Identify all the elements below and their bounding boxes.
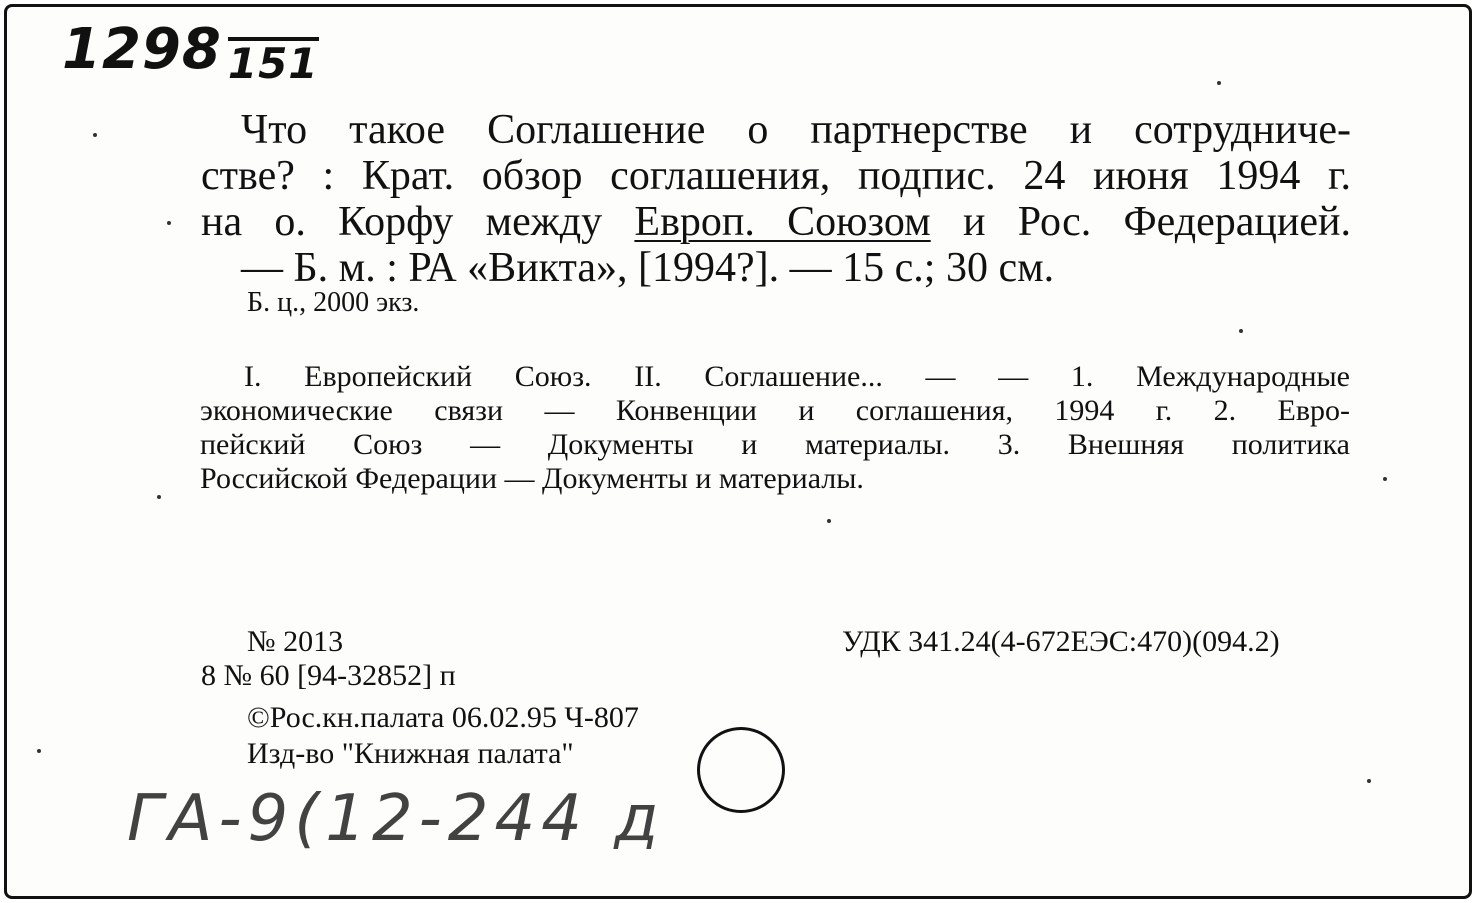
speck (1217, 81, 1221, 85)
shelf-number-main: 1298 (62, 17, 222, 82)
speck (1239, 329, 1243, 333)
udk-code: УДК 341.24(4-672ЕЭС:470)(094.2) (842, 625, 1280, 658)
subject-line-1: I. Европейский Союз. II. Соглашение... — — 1. Международные (244, 360, 1350, 393)
entry-line-3 (201, 199, 1351, 245)
registration-number: 8 № 60 [94-32852] п (201, 659, 456, 692)
shelf-number-sub: 151 (227, 39, 319, 88)
bibliographic-entry (201, 107, 1351, 291)
price-and-print-run: Б. ц., 2000 экз. (247, 287, 420, 318)
entry-line-2: стве? : Крат. обзор соглашения, подпис. 24 июня 1994 г. (201, 153, 1351, 199)
publisher-line: Изд-во "Книжная палата" (247, 737, 574, 770)
entry-line-1: Что такое Соглашение о партнерстве и сотрудниче- (241, 107, 1351, 153)
speck (37, 749, 41, 753)
speck (827, 519, 831, 523)
speck (1367, 779, 1371, 783)
handwritten-code: ГА-9(12-244 д (127, 782, 665, 856)
speck (157, 495, 161, 499)
entry-line-3a: на о. Корфу между (201, 199, 635, 245)
card-number: № 2013 (247, 625, 344, 658)
entry-underlined-phrase: Европ. Союзом (634, 199, 931, 245)
stamp-circle (697, 727, 785, 813)
catalog-card (4, 4, 1472, 899)
subject-headings (200, 360, 1350, 496)
speck (1383, 477, 1387, 481)
subject-line-4: Российской Федерации — Документы и материалы. (200, 462, 864, 495)
subject-line-2: экономические связи — Конвенции и соглашения, 1994 г. 2. Евро- (200, 394, 1350, 427)
subject-line-3: пейский Союз — Документы и материалы. 3. Внешняя политика (200, 428, 1350, 461)
entry-line-3b: и Рос. Федерацией. (930, 199, 1351, 245)
entry-line-4: — Б. м. : РА «Викта», [1994?]. — 15 с.; 30 см. (241, 245, 1055, 291)
speck (93, 133, 97, 137)
speck (167, 221, 171, 225)
handwritten-shelf-number (62, 17, 319, 88)
copyright-line: ©Рос.кн.палата 06.02.95 Ч-807 (247, 701, 639, 734)
